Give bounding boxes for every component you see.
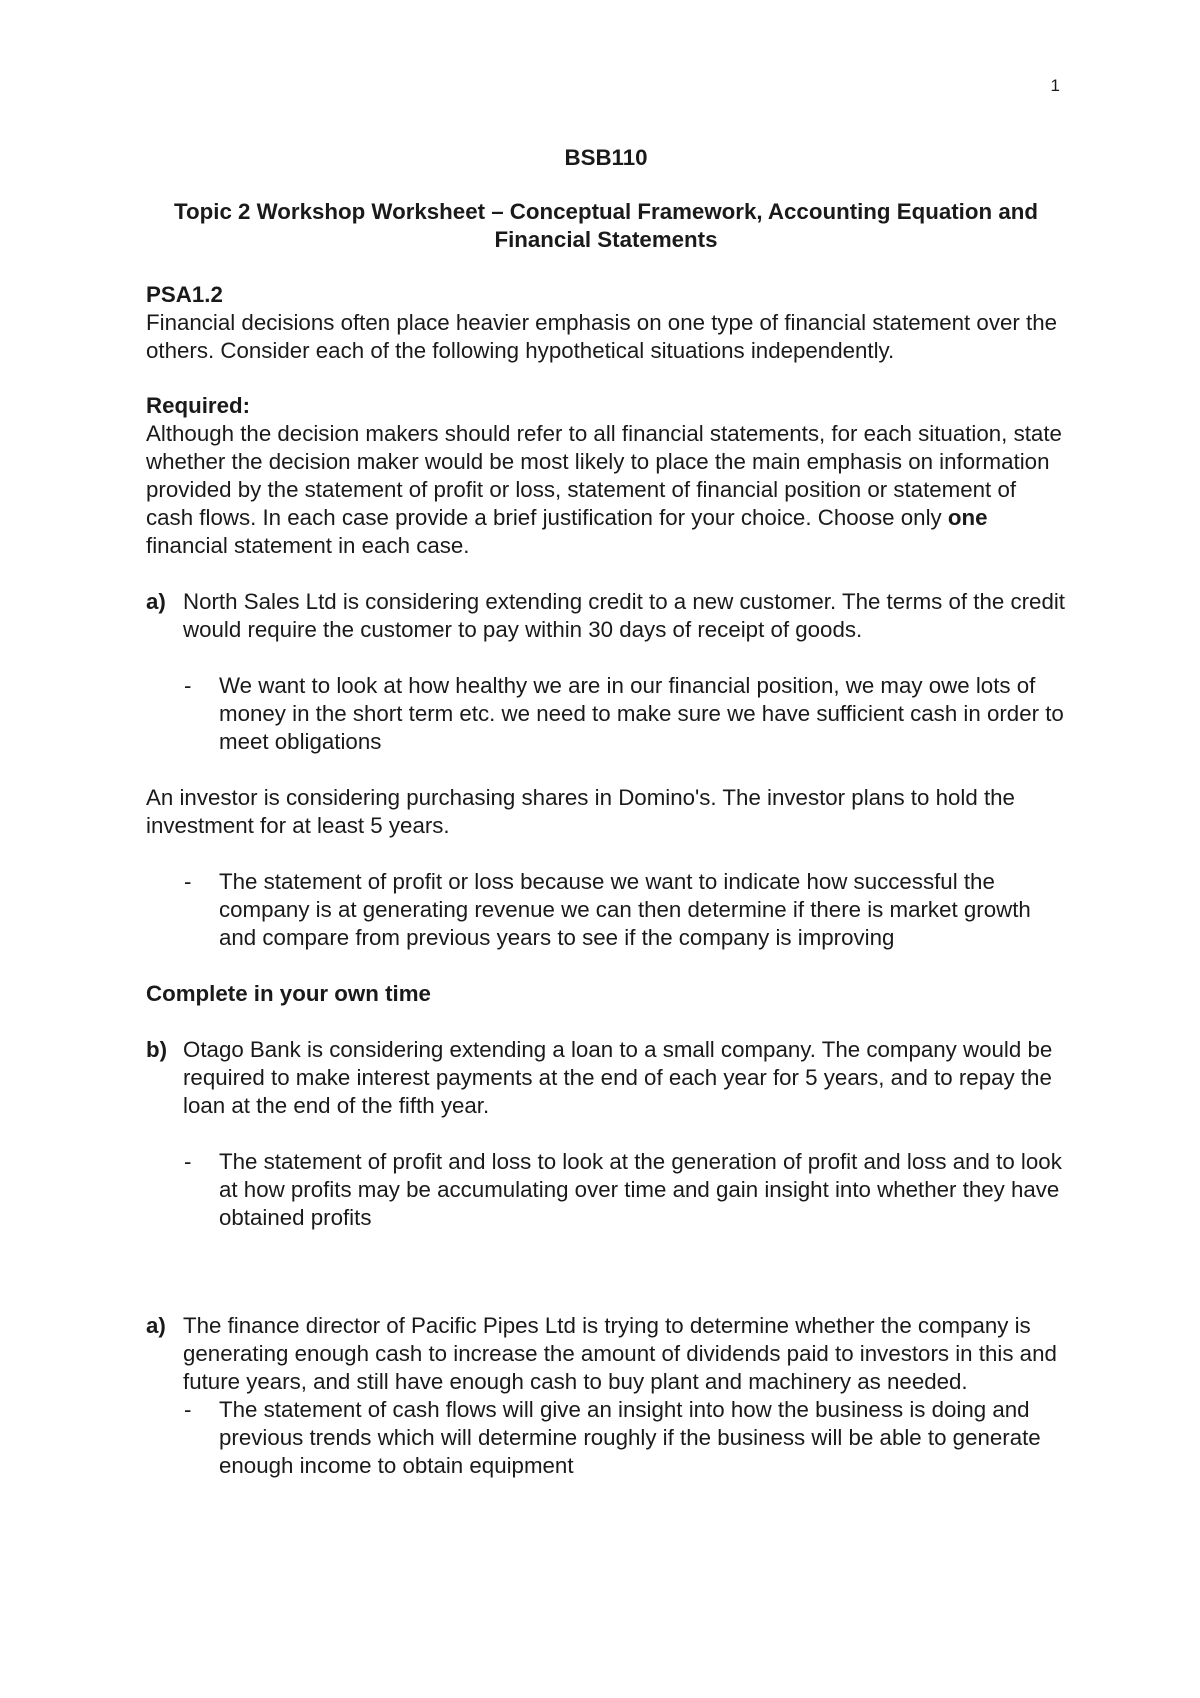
problem-id: PSA1.2 <box>146 282 223 307</box>
answer-text: We want to look at how healthy we are in our financial position, we may owe lots of money in the short term etc. we need to make sure we have sufficient cash in order to meet obligations <box>219 673 1064 754</box>
answer-dash: - <box>184 869 192 894</box>
required-label: Required: <box>146 393 251 418</box>
document-body <box>146 144 1066 1480</box>
question-item-b <box>146 1036 1066 1120</box>
required-text-after: financial statement in each case. <box>146 533 470 558</box>
item-question: The finance director of Pacific Pipes Ltd is trying to determine whether the company is generating enough cash to increase the amount of dividends paid to investors in this and future years, and still have enough cash to buy plant and machinery as needed. <box>183 1313 1057 1394</box>
document-title: Topic 2 Workshop Worksheet – Conceptual Framework, Accounting Equation and Financial Statements <box>174 199 1038 252</box>
item-marker: a) <box>146 1313 166 1338</box>
question-item-a <box>146 588 1066 644</box>
item-marker: a) <box>146 589 166 614</box>
answer-text: The statement of profit and loss to look at the generation of profit and loss and to look at how profits may be accumulating over time and gain insight into whether they have obtained profits <box>219 1149 1062 1230</box>
question-investor: An investor is considering purchasing shares in Domino's. The investor plans to hold the investment for at least 5 years. <box>146 785 1015 838</box>
answer-dash: - <box>184 673 192 698</box>
answer-dash: - <box>184 1149 192 1174</box>
item-question: North Sales Ltd is considering extending credit to a new customer. The terms of the credit would require the customer to pay within 30 days of receipt of goods. <box>183 589 1066 642</box>
required-text-emphasis: one <box>947 505 988 530</box>
answer-dash: - <box>184 1397 192 1422</box>
course-code: BSB110 <box>564 145 648 170</box>
own-time-heading: Complete in your own time <box>146 981 431 1006</box>
page-number: 1 <box>1050 76 1060 95</box>
item-marker: b) <box>146 1037 168 1062</box>
question-item-pacific-pipes <box>146 1312 1066 1396</box>
required-text <box>146 420 1066 560</box>
answer-text: The statement of profit or loss because we want to indicate how successful the company is at generating revenue we can then determine if there is market growth and compare from previous years to see if the company is improving <box>219 869 1031 950</box>
item-question: Otago Bank is considering extending a loan to a small company. The company would be required to make interest payments at the end of each year for 5 years, and to repay the loan at the end of the fifth year. <box>183 1037 1053 1118</box>
answer-item-a <box>146 672 1066 756</box>
answer-item-b <box>146 1148 1066 1232</box>
problem-intro: Financial decisions often place heavier emphasis on one type of financial statement over the others. Consider each of the following hypothetical situations independently. <box>146 310 1057 363</box>
required-text-before: Although the decision makers should refer to all financial statements, for each situation, state whether the decision maker would be most likely to place the main emphasis on information provided by the statement of profit or loss, statement of financial position or statement of cash flows. In each case provide a brief justification for your choice. Choose only <box>146 421 1062 530</box>
answer-investor <box>146 868 1066 952</box>
answer-text: The statement of cash flows will give an insight into how the business is doing and previous trends which will determine roughly if the business will be able to generate enough income to obtain equipment <box>219 1397 1041 1478</box>
answer-item-pacific-pipes <box>146 1396 1066 1480</box>
